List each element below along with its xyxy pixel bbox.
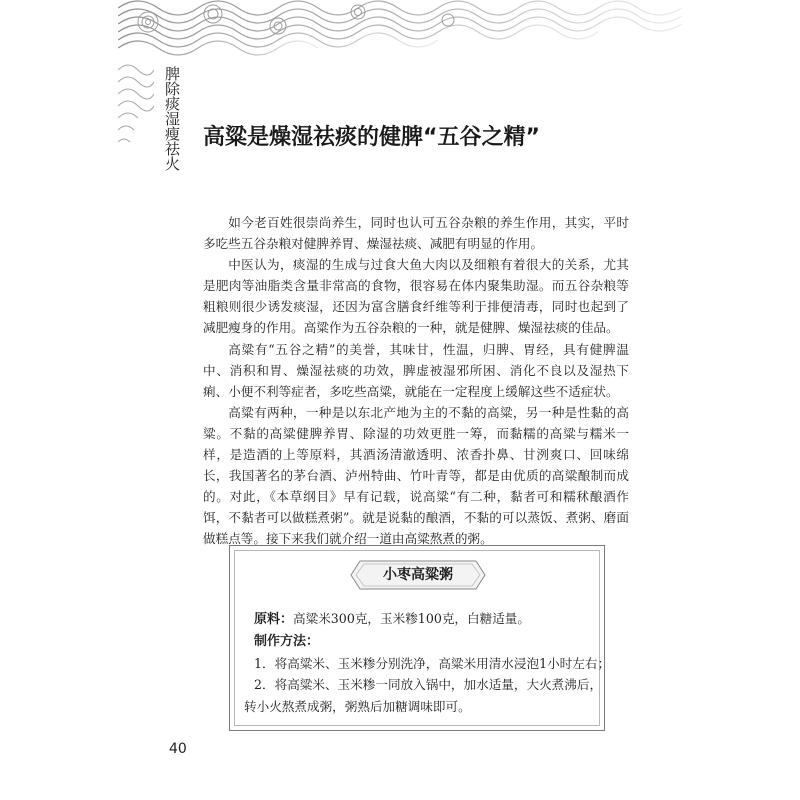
recipe-box [229,545,611,731]
recipe-step: 1．将高粱米、玉米糁分别洗净，高粱米用清水浸泡1小时左右； [254,655,611,671]
side-wave-decoration [118,60,154,180]
ingredients-label: 原料： [254,612,294,627]
wave-pattern-decoration [118,0,682,60]
recipe-step: 2．将高粱米、玉米糁一同放入锅中，加水适量，大火煮沸后， [254,677,603,693]
ingredients-line [254,608,590,630]
recipe-step: 转小火熬煮成粥，粥熟后加糖调味即可。 [244,698,471,714]
page-number: 40 [169,741,187,757]
vertical-chapter-title: 脾除痰湿瘦祛火 [163,66,181,171]
section-title: 高粱是燥湿祛痰的健脾“五谷之精” [203,125,540,150]
paragraph: 高粱有两种，一种是以东北产地为主的不黏的高粱，另一种是性黏的高粱。不黏的高粱健脾养胃、除湿的功效更胜一筹，而黏糯的高粱与糯米一样，是造酒的上等原料，其酒汤清澈透明、浓香扑鼻、甘洌爽口、回味绵长，我国著名的茅台酒、泸州特曲、竹叶青等，都是由优质的高粱酿制而成的。对此，《本草纲目》早有记载，说高粱“有二种，黏者可和糯秫酿酒作饵，不黏者可以做糕煮粥”。就是说黏的酿酒，不黏的可以蒸饭、煮粥、磨面做糕点等。接下来我们就介绍一道由高粱熬煮的粥。 [203,404,629,547]
ingredients-text: 高粱米300克，玉米糁100克，白糖适量。 [293,611,530,626]
recipe-title-banner [350,560,486,590]
method-line [254,630,590,652]
recipe-content [244,608,611,717]
paragraph: 高粱有“五谷之精”的美誉，其味甘，性温，归脾、胃经，具有健脾温中、消积和胃、燥湿祛痰的功效，脾虚被湿邪所困、消化不良以及湿热下痢、小便不利等症者，多吃些高粱，就能在一定程度上缓解这些不适症状。 [203,341,629,399]
method-label: 制作方法： [254,634,320,650]
paragraph: 中医认为，痰湿的生成与过食大鱼大肉以及细粮有着很大的关系，尤其是肥肉等油脂类含量非常高的食物，很容易在体内聚集助湿。而五谷杂粮等粗粮则很少诱发痰湿，还因为富含膳食纤维等利于排便清毒，同时也起到了减肥瘦身的作用。高粱作为五谷杂粮的一种，就是健脾、燥湿祛痰的佳品。 [203,257,629,336]
recipe-title: 小枣高粱粥 [383,567,453,583]
article-body [203,212,629,550]
paragraph: 如今老百姓很崇尚养生，同时也认可五谷杂粮的养生作用，其实，平时多吃些五谷杂粮对健脾养胃、燥湿祛痰、减肥有明显的作用。 [203,215,629,252]
